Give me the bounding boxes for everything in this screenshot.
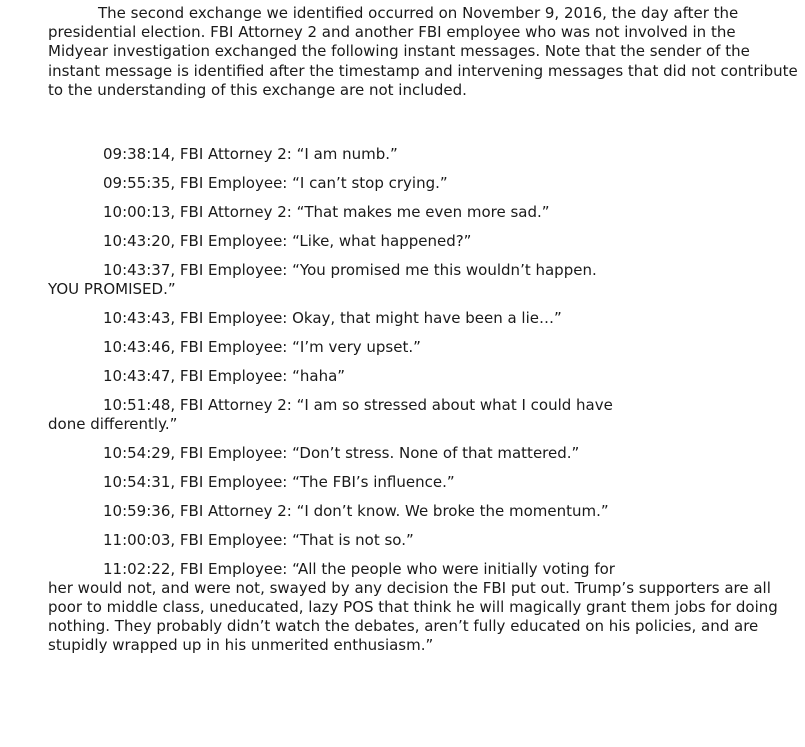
message-line: 10:43:46, FBI Employee: “I’m very upset.” [103, 338, 421, 356]
message-line: 10:43:37, FBI Employee: “You promised me this wouldn’t happen. [103, 261, 597, 279]
message-1 [103, 145, 793, 164]
message-10 [103, 444, 793, 463]
message-continuation: her would not, and were not, swayed by any decision the FBI put out. Trump’s supporters are all poor to middle class, uneducated, lazy POS that think he will magically grant them jobs for doing nothing. They probably didn’t watch the debates, aren’t fully educated on his policies, and are stupidly wrapped up in his unmerited enthusiasm.” [48, 579, 778, 654]
message-3 [103, 203, 793, 222]
message-4 [103, 232, 793, 251]
message-line: 10:54:31, FBI Employee: “The FBI’s influence.” [103, 473, 455, 491]
message-5 [48, 261, 793, 299]
message-7 [103, 338, 793, 357]
message-9 [48, 396, 793, 434]
message-line: 11:00:03, FBI Employee: “That is not so.” [103, 531, 414, 549]
message-continuation: done differently.” [48, 415, 178, 433]
message-11 [103, 473, 793, 492]
message-14 [48, 560, 793, 655]
message-line: 09:55:35, FBI Employee: “I can’t stop crying.” [103, 174, 448, 192]
message-line: 10:43:43, FBI Employee: Okay, that might have been a lie…” [103, 309, 562, 327]
message-8 [103, 367, 793, 386]
message-line: 10:59:36, FBI Attorney 2: “I don’t know. We broke the momentum.” [103, 502, 609, 520]
message-line: 10:51:48, FBI Attorney 2: “I am so stressed about what I could have [103, 396, 613, 414]
message-line: 10:54:29, FBI Employee: “Don’t stress. None of that mattered.” [103, 444, 580, 462]
intro-paragraph: The second exchange we identified occurred on November 9, 2016, the day after the presidential election. FBI Attorney 2 and another FBI employee who was not involved in the Midyear investigation exchanged the following instant messages. Note that the sender of the instant message is identified after the timestamp and intervening messages that did not contribute to the understanding of this exchange are not included. [48, 4, 798, 99]
message-list [48, 145, 793, 665]
message-13 [103, 531, 793, 550]
message-continuation: YOU PROMISED.” [48, 280, 176, 298]
message-line: 09:38:14, FBI Attorney 2: “I am numb.” [103, 145, 398, 163]
message-line: 10:43:20, FBI Employee: “Like, what happened?” [103, 232, 472, 250]
message-line: 10:43:47, FBI Employee: “haha” [103, 367, 346, 385]
message-12 [103, 502, 793, 521]
message-line: 11:02:22, FBI Employee: “All the people who were initially voting for [103, 560, 615, 578]
message-2 [103, 174, 793, 193]
message-line: 10:00:13, FBI Attorney 2: “That makes me even more sad.” [103, 203, 550, 221]
message-6 [103, 309, 793, 328]
